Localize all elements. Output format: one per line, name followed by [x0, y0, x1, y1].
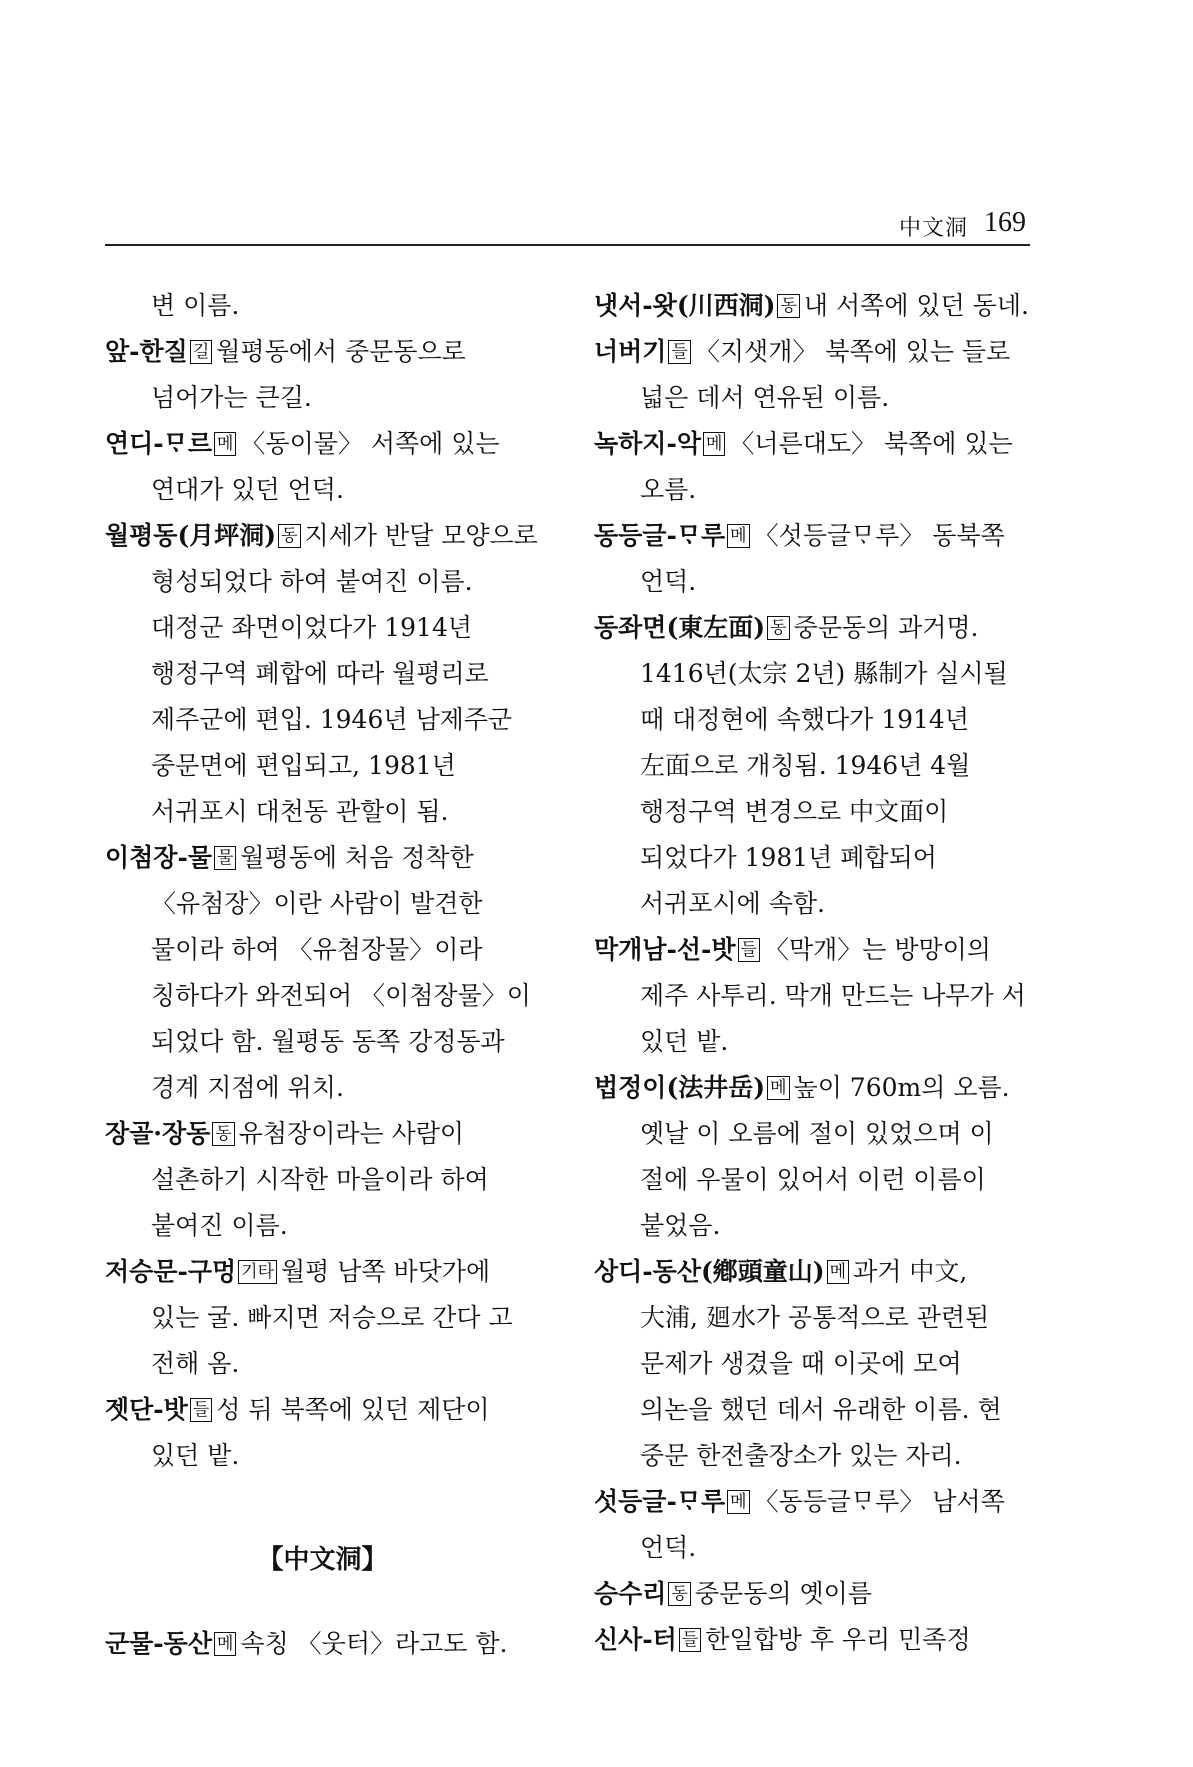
- dictionary-entry: [105, 329, 540, 421]
- dictionary-entry: [594, 1617, 1029, 1663]
- entry-definition: 변 이름.: [151, 291, 240, 320]
- entry-category-tag: 동: [767, 616, 789, 640]
- entry-category-tag: 메: [827, 1260, 849, 1284]
- dictionary-entry: [105, 1111, 540, 1249]
- entry-definition: 월평 남쪽 바닷가에 있는 굴. 빠지면 저승으로 간다 고 전해 옴.: [151, 1257, 513, 1378]
- entry-definition: 내 서쪽에 있던 동네.: [803, 291, 1029, 320]
- running-header-title: 中文洞: [898, 216, 968, 241]
- dictionary-entry: [594, 329, 1029, 421]
- entry-headword: 법정이(法井岳): [594, 1073, 766, 1102]
- entry-headword: 저승문-구멍: [105, 1257, 237, 1286]
- entry-category-tag: 메: [727, 1490, 749, 1514]
- dictionary-entry: [594, 421, 1029, 513]
- dictionary-entry: [105, 1249, 540, 1387]
- entry-headword: 신사-터: [594, 1625, 677, 1654]
- entry-category-tag: 동: [777, 294, 799, 318]
- entry-definition: 〈동등글ᄆᆞ루〉 남서쪽 언덕.: [640, 1487, 1005, 1562]
- entry-definition: 〈막개〉는 방망이의 제주 사투리. 막개 만드는 나무가 서 있던 밭.: [640, 935, 1026, 1056]
- entry-definition: 〈동이물〉 서쪽에 있는 연대가 있던 언덕.: [151, 429, 500, 504]
- entry-headword: 섯등글-ᄆᆞ루: [594, 1487, 726, 1516]
- entry-definition: 높이 760m의 오름. 옛날 이 오름에 절이 있었으며 이 절에 우물이 있어서 이런 이름이 붙었음.: [640, 1073, 1010, 1240]
- section-heading: 【中文洞】: [257, 1545, 388, 1575]
- entry-definition: 지세가 반달 모양으로 형성되었다 하여 붙여진 이름. 대정군 좌면이었다가 1914년 행정구역 폐합에 따라 월평리로 제주군에 편입. 1946년 남제주군 중문면에 편입되고, 1981년 서귀포시 대천동 관할이 됨.: [151, 521, 538, 826]
- entry-category-tag: 기타: [238, 1260, 277, 1284]
- entry-category-tag: 들: [738, 938, 760, 962]
- header-rule: [105, 244, 1030, 246]
- entry-category-tag: 동: [278, 524, 300, 548]
- dictionary-entry: [594, 605, 1029, 927]
- dictionary-entry: [594, 927, 1029, 1065]
- entry-category-tag: 메: [214, 1632, 236, 1656]
- entry-category-tag: 길: [190, 340, 212, 364]
- entry-definition: 과거 中文, 大浦, 廻水가 공통적으로 관련된 문제가 생겼을 때 이곳에 모여 의논을 했던 데서 유래한 이름. 현 중문 한전출장소가 있는 자리.: [640, 1257, 1002, 1470]
- dictionary-entry: [105, 283, 540, 329]
- entry-headword: 동좌면(東左面): [594, 613, 766, 642]
- page-number: 169: [984, 207, 1026, 238]
- dictionary-entry: [594, 1571, 1029, 1617]
- entry-headword: 연디-ᄆᆞ르: [105, 429, 212, 458]
- entry-category-tag: 들: [679, 1628, 701, 1652]
- dictionary-entry: [594, 283, 1029, 329]
- dictionary-entry: [594, 1065, 1029, 1249]
- entry-category-tag: 메: [214, 432, 236, 456]
- entry-headword: 녹하지-악: [594, 429, 701, 458]
- dictionary-entry: [105, 1621, 540, 1667]
- entry-category-tag: 동: [212, 1122, 234, 1146]
- entry-definition: 한일합방 후 우리 민족정: [705, 1625, 971, 1654]
- entry-definition: 중문동의 과거명. 1416년(太宗 2년) 縣制가 실시될 때 대정현에 속했다가 1914년 左面으로 개칭됨. 1946년 4월 행정구역 변경으로 中文面이 되었다가 1981년 폐합되어 서귀포시에 속함.: [640, 613, 1008, 918]
- entry-definition: 속칭 〈웃터〉라고도 함.: [240, 1629, 508, 1658]
- dictionary-entry: [594, 1479, 1029, 1571]
- entry-category-tag: 들: [668, 340, 690, 364]
- entry-definition: 유첨장이라는 사람이 설촌하기 시작한 마을이라 하여 붙여진 이름.: [151, 1119, 489, 1240]
- entry-headword: 이첨장-물: [105, 843, 212, 872]
- entry-definition: 월평동에 처음 정착한 〈유첨장〉이란 사람이 발견한 물이라 하여 〈유첨장물〉이라 칭하다가 와전되어 〈이첨장물〉이 되었다 함. 월평동 동쪽 강정동과 경계 지점에 위치.: [151, 843, 531, 1102]
- entry-definition: 성 뒤 북쪽에 있던 제단이 있던 밭.: [151, 1395, 490, 1470]
- entry-definition: 〈섯등글ᄆᆞ루〉 동북쪽 언덕.: [640, 521, 1005, 596]
- entry-headword: 승수리: [594, 1579, 667, 1608]
- dictionary-entry: [594, 1249, 1029, 1479]
- left-column: [105, 283, 540, 1667]
- entry-headword: 동등글-ᄆᆞ루: [594, 521, 726, 550]
- dictionary-entry: [105, 835, 540, 1111]
- entry-headword: 너버기: [594, 337, 667, 366]
- entry-headword: 냇서-왓(川西洞): [594, 291, 776, 320]
- entry-definition: 〈지샛개〉 북쪽에 있는 들로 넓은 데서 연유된 이름.: [640, 337, 1011, 412]
- dictionary-entry: [105, 421, 540, 513]
- entry-definition: 중문동의 옛이름: [694, 1579, 872, 1608]
- entry-headword: 군물-동산: [105, 1629, 212, 1658]
- entry-category-tag: 메: [727, 524, 749, 548]
- running-header: [105, 205, 1030, 245]
- entry-headword: 장골·장동: [105, 1119, 211, 1148]
- entry-headword: 막개남-선-밧: [594, 935, 736, 964]
- entry-headword: 젯단-밧: [105, 1395, 188, 1424]
- entry-category-tag: 들: [190, 1398, 212, 1422]
- entry-headword: 앞-한질: [105, 337, 188, 366]
- entry-category-tag: 메: [703, 432, 725, 456]
- entry-definition: 월평동에서 중문동으로 넘어가는 큰길.: [151, 337, 466, 412]
- entry-definition: 〈너른대도〉 북쪽에 있는 오름.: [640, 429, 1013, 504]
- entry-headword: 상디-동산(鄕頭童山): [594, 1257, 825, 1286]
- dictionary-entry: [105, 513, 540, 835]
- entry-category-tag: 동: [668, 1582, 690, 1606]
- right-column: [594, 283, 1029, 1663]
- entry-category-tag: 물: [214, 846, 236, 870]
- dictionary-entry: [594, 513, 1029, 605]
- dictionary-entry: [105, 1387, 540, 1479]
- entry-headword: 월평동(月坪洞): [105, 521, 277, 550]
- entry-category-tag: 메: [767, 1076, 789, 1100]
